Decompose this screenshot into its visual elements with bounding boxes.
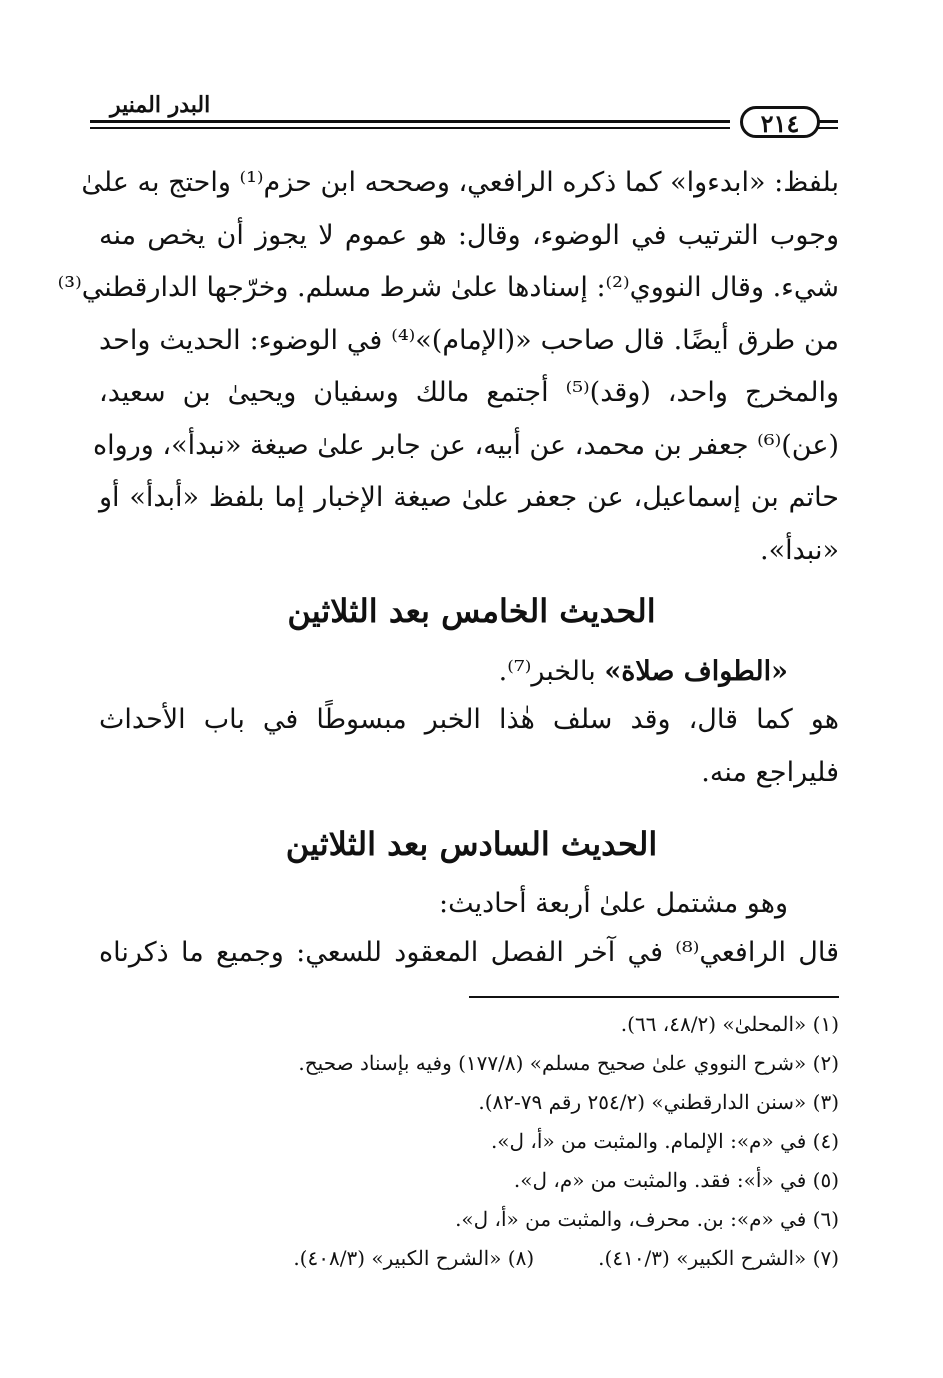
running-title: البدر المنير [110,92,211,118]
section-heading: الحديث الخامس بعد الثلاثين [287,592,656,630]
running-header [90,92,838,140]
section-heading: الحديث السادس بعد الثلاثين [285,825,658,863]
header-rule [90,127,730,129]
footnote: (٥) في «أ»: فقد. والمثبت من «م، ل». [513,1168,839,1192]
footnote: (٦) في «م»: بن. محرف، والمثبت من «أ، ل». [455,1207,839,1231]
hadith-text: «الطواف صلاة» [604,656,788,687]
footnote: (٧) «الشرح الكبير» (٤١٠/٣). [598,1246,839,1270]
text-line: «نبدأ». [760,534,839,566]
text-line: والمخرج واحد، (وقد)⁽⁵⁾ أجتمع مالك وسفيان ويحيىٰ بن سعيد، [99,377,839,408]
text-line: فليراجع منه. [701,756,839,788]
paragraph-1 [57,157,839,577]
header-rule [818,127,838,129]
header-rule [90,120,730,123]
text-line: بلفظ: «ابدءوا» كما ذكره الرافعي، وصححه ابن حزم⁽¹⁾ واحتج به علىٰ [81,167,839,198]
footnote: (١) «المحلىٰ» (٤٨/٢، ٦٦). [620,1012,839,1036]
text-line: من طرق أيضًا. قال صاحب «(الإمام)»⁽⁴⁾ في الوضوء: الحديث واحد [99,324,839,356]
footnotes [99,1005,839,1278]
header-rule [818,120,838,123]
text-line: (عن)⁽⁶⁾ جعفر بن محمد، عن أبيه، عن جابر علىٰ صيغة «نبدأ»، ورواه [93,429,839,461]
paragraph-2 [99,694,839,799]
intro-line: وهو مشتمل علىٰ أربعة أحاديث: [439,888,788,919]
text-line: وجوب الترتيب في الوضوء، وقال: هو عموم لا يجوز أن يخص منه [99,219,839,251]
text-line: شيء. وقال النووي⁽²⁾: إسنادها علىٰ شرط مسلم. وخرّجها الدارقطني⁽³⁾ [57,272,839,303]
hadith-suffix: بالخبر⁽⁷⁾. [498,656,605,687]
footnote: (٨) «الشرح الكبير» (٤٠٨/٣). [293,1246,535,1270]
paragraph-3 [99,927,839,980]
page-number: ٢١٤ [740,106,820,138]
footnote: (٣) «سنن الدارقطني» (٢٥٤/٢ رقم ٧٩-٨٢). [478,1090,839,1114]
footnote-pair [99,1239,839,1278]
footnote: (٤) في «م»: الإلمام. والمثبت من «أ، ل». [490,1129,839,1153]
hadith-line [499,656,788,687]
text-line: حاتم بن إسماعيل، عن جعفر علىٰ صيغة الإخبار إما بلفظ «أبدأ» أو [99,482,839,513]
text-line: قال الرافعي⁽⁸⁾ في آخر الفصل المعقود للسعي: وجميع ما ذكرناه [99,937,840,968]
footnote: (٢) «شرح النووي علىٰ صحيح مسلم» (١٧٧/٨) وفيه بإسناد صحيح. [298,1051,839,1075]
text-line: هو كما قال، وقد سلف هٰذا الخبر مبسوطًا في باب الأحداث [99,704,839,735]
footnote-separator [469,996,839,998]
